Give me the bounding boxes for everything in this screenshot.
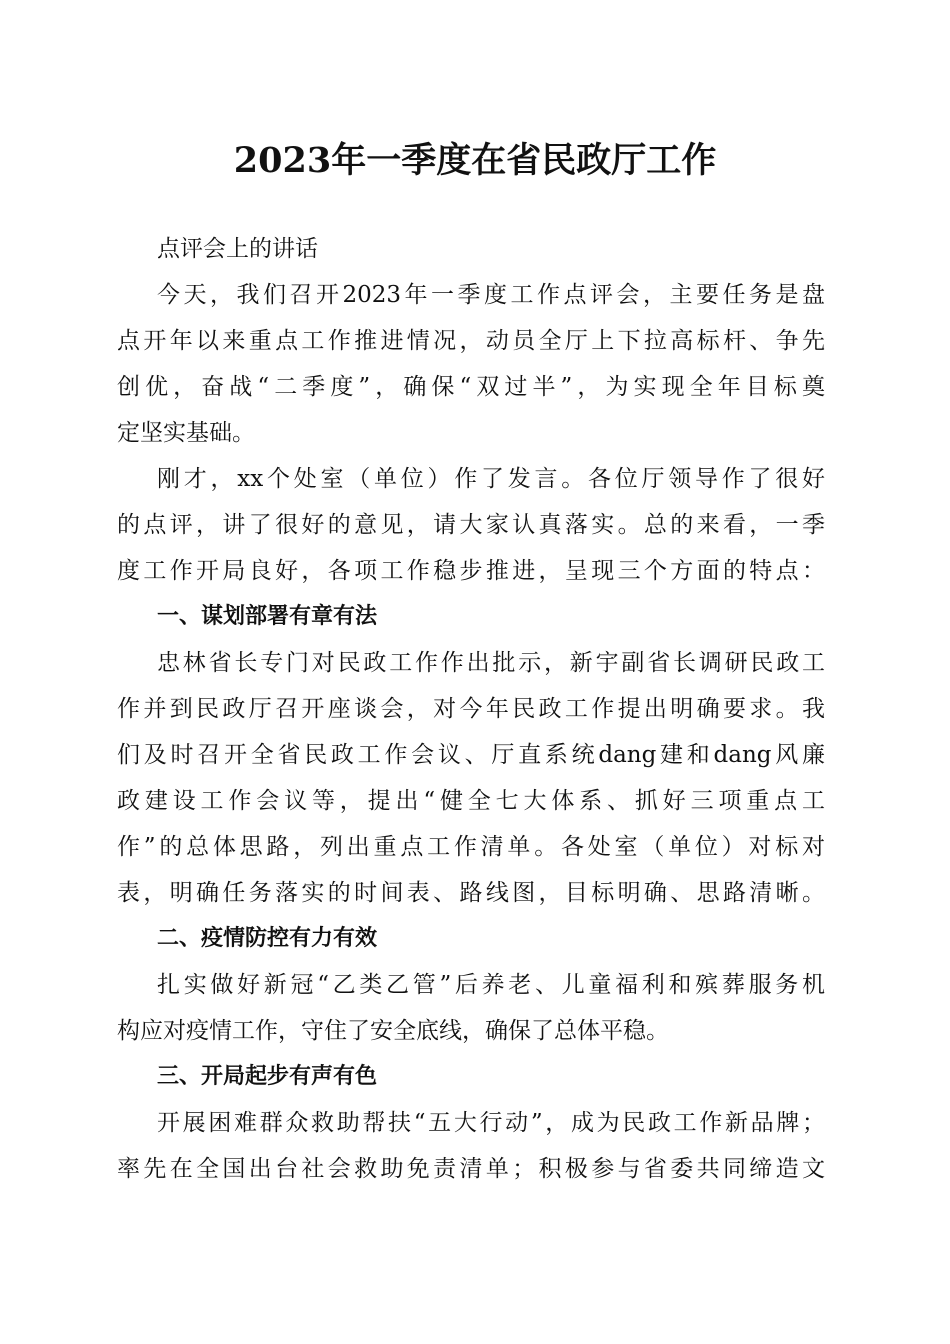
paragraph-line: 度工作开局良好，各项工作稳步推进，呈现三个方面的特点：	[117, 558, 825, 584]
paragraph-line: 政建设工作会议等，提出“健全七大体系、抓好三项重点工	[117, 788, 825, 814]
paragraph-line: 们及时召开全省民政工作会议、厅直系统dang建和dang风廉	[117, 742, 825, 768]
paragraph-line: 开展困难群众救助帮扶“五大行动”，成为民政工作新品牌；	[157, 1110, 825, 1136]
section-heading: 三、开局起步有声有色	[157, 1064, 378, 1089]
paragraph-line: 创优，奋战“二季度”，确保“双过半”，为实现全年目标奠	[117, 374, 825, 400]
document-title: 2023年一季度在省民政厅工作	[233, 140, 717, 181]
section-heading: 一、谋划部署有章有法	[157, 604, 378, 629]
paragraph-line: 点评会上的讲话	[157, 236, 318, 262]
paragraph-line: 表，明确任务落实的时间表、路线图，目标明确、思路清晰。	[117, 880, 825, 906]
paragraph-line: 作并到民政厅召开座谈会，对今年民政工作提出明确要求。我	[117, 696, 825, 722]
paragraph-line: 定坚实基础。	[117, 420, 255, 446]
paragraph-line: 点开年以来重点工作推进情况，动员全厅上下拉高标杆、争先	[117, 328, 825, 354]
paragraph-line: 率先在全国出台社会救助免责清单；积极参与省委共同缔造文	[117, 1156, 825, 1182]
paragraph-line: 刚才，xx个处室（单位）作了发言。各位厅领导作了很好	[157, 466, 825, 492]
paragraph-line: 今天，我们召开2023年一季度工作点评会，主要任务是盘	[157, 282, 825, 308]
paragraph-line: 的点评，讲了很好的意见，请大家认真落实。总的来看，一季	[117, 512, 825, 538]
paragraph-line: 扎实做好新冠“乙类乙管”后养老、儿童福利和殡葬服务机	[157, 972, 825, 998]
paragraph-line: 构应对疫情工作，守住了安全底线，确保了总体平稳。	[117, 1018, 669, 1044]
document-body	[117, 226, 825, 1192]
section-heading: 二、疫情防控有力有效	[157, 926, 378, 951]
paragraph-line: 忠林省长专门对民政工作作出批示，新宇副省长调研民政工	[157, 650, 825, 676]
paragraph-line: 作”的总体思路，列出重点工作清单。各处室（单位）对标对	[117, 834, 825, 860]
